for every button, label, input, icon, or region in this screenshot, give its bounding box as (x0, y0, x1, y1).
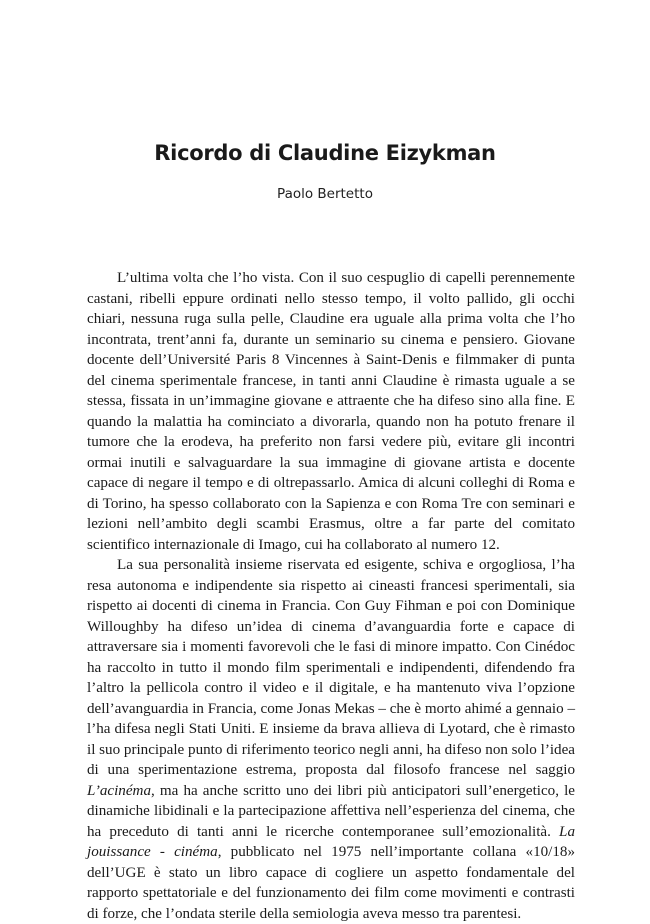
italic-title-lacinema: L’acinéma (87, 782, 151, 799)
paragraph-text: L’ultima volta che l’ho vista. Con il suo cespuglio di capelli perennemente castani, ribelli eppure ordinati nello stesso tempo, il volto pallido, gli occhi chiari, nessuna ruga sulla pelle, Claudine era uguale alla prima volta che l’ho incontrata, trent’anni fa, durante un seminario su cinema e pensiero. Giovane docente dell’Université Paris 8 Vincennes à Saint-Denis e filmmaker di punta del cinema sperimentale francese, in tanti anni Claudine è rimasta uguale a se stessa, fissata in un’immagine giovane e attraente che ha difeso sino alla fine. E quando la malattia ha cominciato a divorarla, quando non ha potuto frenare il tumore che la erodeva, ha preferito non farsi vedere più, evitare gli incontri ormai inutili e salvaguardare la sua immagine di giovane artista e docente capace di negare il tempo e di oltrepassarlo. Amica di alcuni colleghi di Roma e di Torino, ha spesso collaborato con la Sapienza e con Roma Tre con seminari e lezioni nell’ambito degli scambi Erasmus, oltre a far parte del comitato scientifico internazionale di Imago, cui ha collaborato al numero 12. (87, 270, 575, 553)
article-author: Paolo Bertetto (277, 186, 373, 202)
paragraph-text: , pubblicato nel 1975 nell’importante collana «10/18» dell’UGE è stato un libro capace di cogliere un aspetto fondamentale del rapporto spettatoriale e del funzionamento dei film come movimenti e contrasti di forze, che l’ondata sterile della semiologia aveva messo tra parentesi. (87, 844, 575, 922)
paragraph-text: , ma ha anche scritto uno dei libri più anticipatori sull’energetico, le dinamiche libidinali e la partecipazione affettiva nell’esperienza del cinema, che ha preceduto di tanti anni le ricerche contemporanee sull’emozionalità. (87, 782, 575, 840)
paragraph-1 (87, 268, 575, 555)
paragraph-2 (87, 555, 575, 924)
italic-title-la-jouissance: La jouissance - cinéma (87, 823, 575, 860)
article-title: Ricordo di Claudine Eizykman (154, 141, 496, 166)
paragraph-text: La sua personalità insieme riservata ed esigente, schiva e orgogliosa, l’ha resa autonoma e indipendente sia rispetto ai cineasti francesi sperimentali, sia rispetto ai docenti di cinema in Francia. Con Guy Fihman e poi con Dominique Willoughby ha difeso un’idea di cinema d’avanguardia forte e capace di attraversare sia i momenti favorevoli che le fasi di minore impatto. Con Cinédoc ha raccolto in tutto il mondo film sperimentali e indipendenti, difendendo fra l’altro la pellicola contro il video e il digitale, e ha mantenuto viva l’opzione dell’avanguardia in Francia, come Jonas Mekas – che è morto ahimé a gennaio – l’ha difesa negli Stati Uniti. E insieme da brava allieva di Lyotard, che è rimasto il suo principale punto di riferimento teorico negli anni, ha difeso non solo l’idea di una sperimentazione estrema, proposta dal filosofo francese nel saggio (87, 557, 575, 778)
article-body (87, 268, 575, 924)
